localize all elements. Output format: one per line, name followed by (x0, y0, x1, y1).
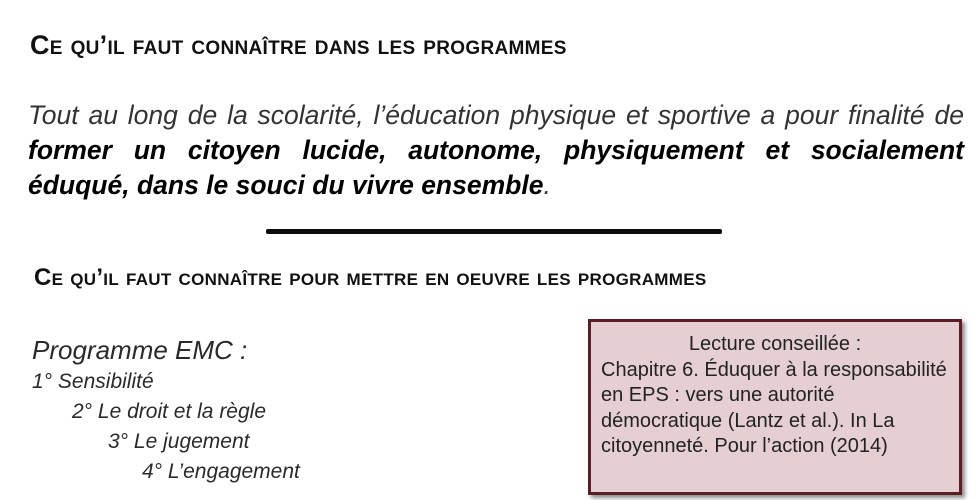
emc-item-jugement: 3° Le jugement (108, 430, 250, 453)
section-divider (266, 229, 722, 234)
emc-item-sensibilite: 1° Sensibilité (32, 370, 154, 393)
emc-item-engagement: 4° L’engagement (142, 460, 300, 483)
reading-reference: Chapitre 6. Éduquer à la responsabilité en EPS : vers une autorité démocratique (Lantz et al.). In La citoyenneté. Pour l’action (2014) (601, 358, 947, 457)
recommended-reading-box (588, 319, 962, 495)
intro-text-bold: former un citoyen lucide, autonome, physiquement et socialement éduqué, dans le souci du vivre ensemble (28, 135, 964, 200)
intro-text-end: . (543, 170, 551, 200)
emc-title: Programme EMC : (32, 335, 248, 365)
intro-paragraph (28, 98, 964, 203)
reading-caption: Lecture conseillée : (688, 333, 862, 355)
section-heading-programmes: Ce qu’il faut connaître dans les programmes (30, 30, 567, 60)
section-heading-mise-en-oeuvre: Ce qu’il faut connaître pour mettre en oeuvre les programmes (34, 264, 707, 291)
emc-list (32, 333, 300, 487)
emc-item-droit: 2° Le droit et la règle (72, 400, 267, 423)
intro-text-plain: Tout au long de la scolarité, l’éducation physique et sportive a pour finalité de (28, 100, 964, 130)
